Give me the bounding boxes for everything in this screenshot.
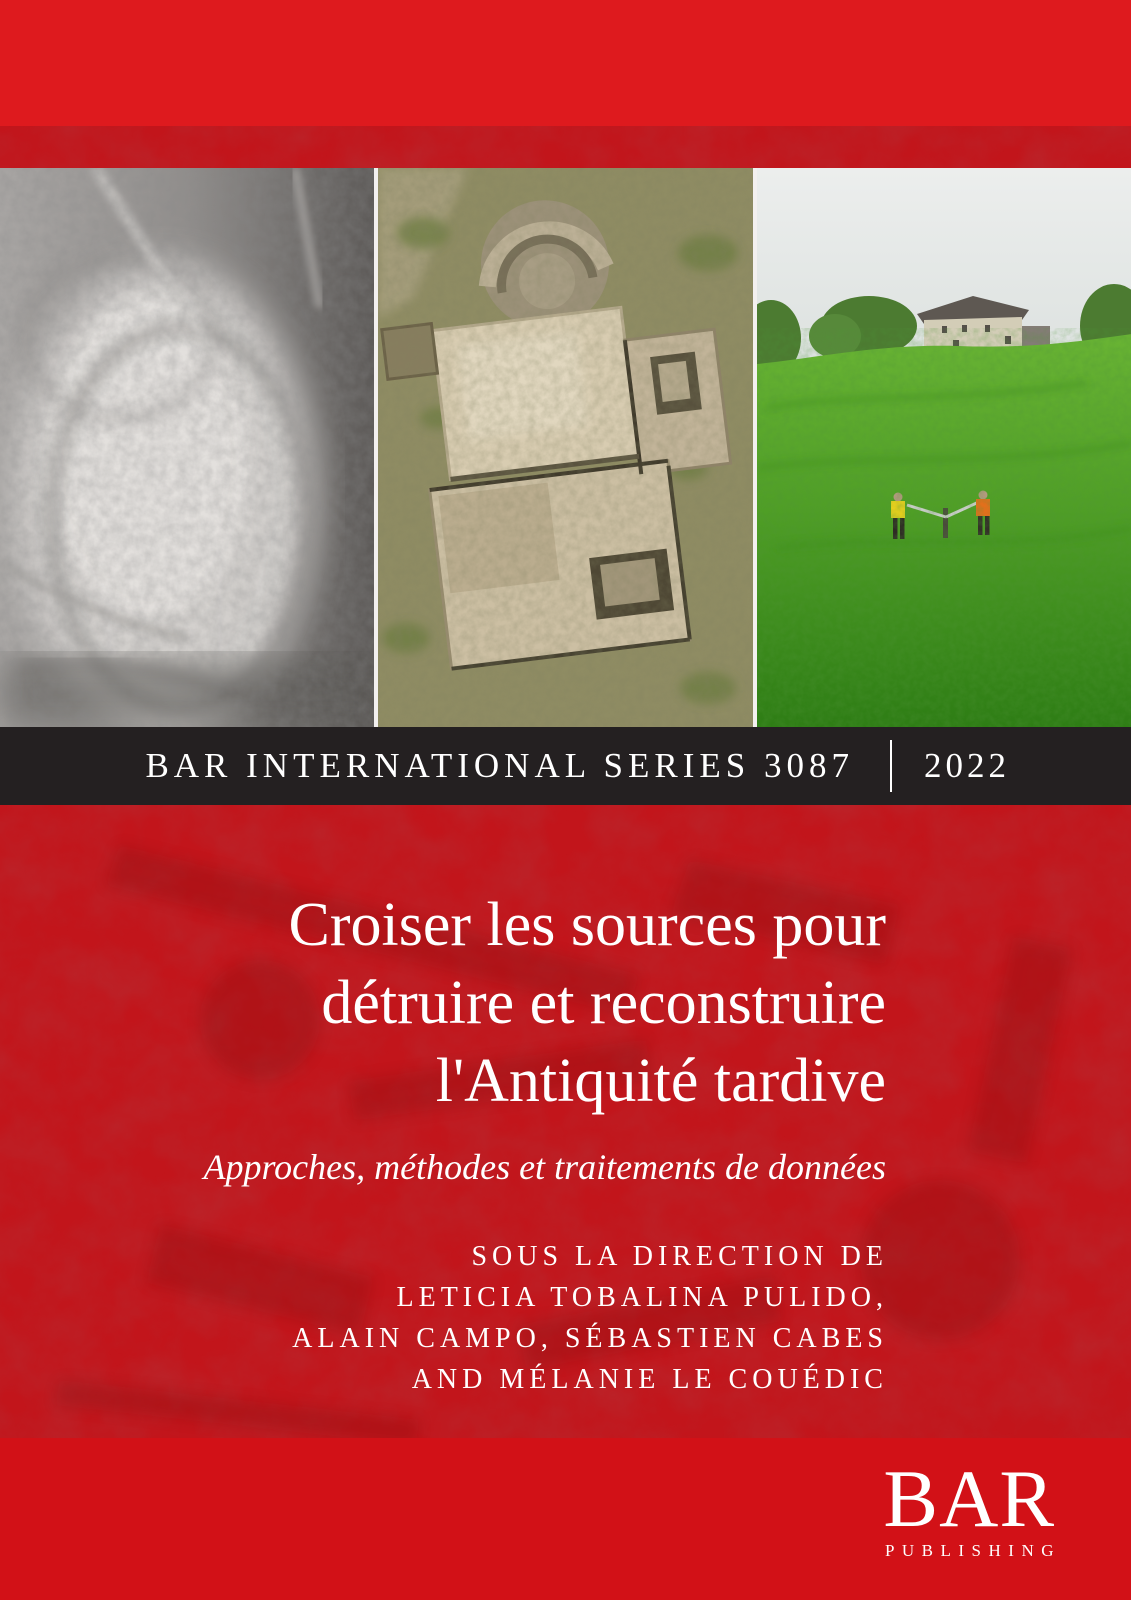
title-line: détruire et reconstruire: [321, 969, 886, 1037]
editor-line: SOUS LA DIRECTION DE: [471, 1241, 888, 1272]
bottom-red-strip: [0, 1438, 1131, 1600]
publisher-logo: [877, 1453, 1061, 1561]
editor-line: ALAIN CAMPO, SÉBASTIEN CABES: [292, 1323, 888, 1354]
field-survey-photo: [757, 168, 1131, 727]
year-label: 2022: [924, 746, 1010, 785]
photo-strip: [0, 168, 1131, 727]
series-divider: [890, 740, 892, 792]
publisher-name: BAR: [883, 1453, 1056, 1544]
editor-line: LETICIA TOBALINA PULIDO,: [396, 1282, 888, 1313]
editor-line: AND MÉLANIE LE COUÉDIC: [411, 1364, 888, 1395]
top-red-bar: [0, 0, 1131, 126]
series-label: BAR INTERNATIONAL SERIES 3087: [145, 746, 854, 785]
series-bar: [0, 727, 1131, 805]
book-title: [289, 886, 886, 1120]
title-line: l'Antiquité tardive: [435, 1047, 886, 1115]
publisher-tagline: PUBLISHING: [884, 1541, 1061, 1560]
lidar-hillshade-photo: [0, 168, 374, 727]
book-subtitle: Approches, méthodes et traitements de données: [203, 1147, 886, 1187]
title-line: Croiser les sources pour: [288, 891, 886, 959]
editors-block: [292, 1236, 888, 1400]
aerial-excavation-photo: [378, 168, 752, 727]
